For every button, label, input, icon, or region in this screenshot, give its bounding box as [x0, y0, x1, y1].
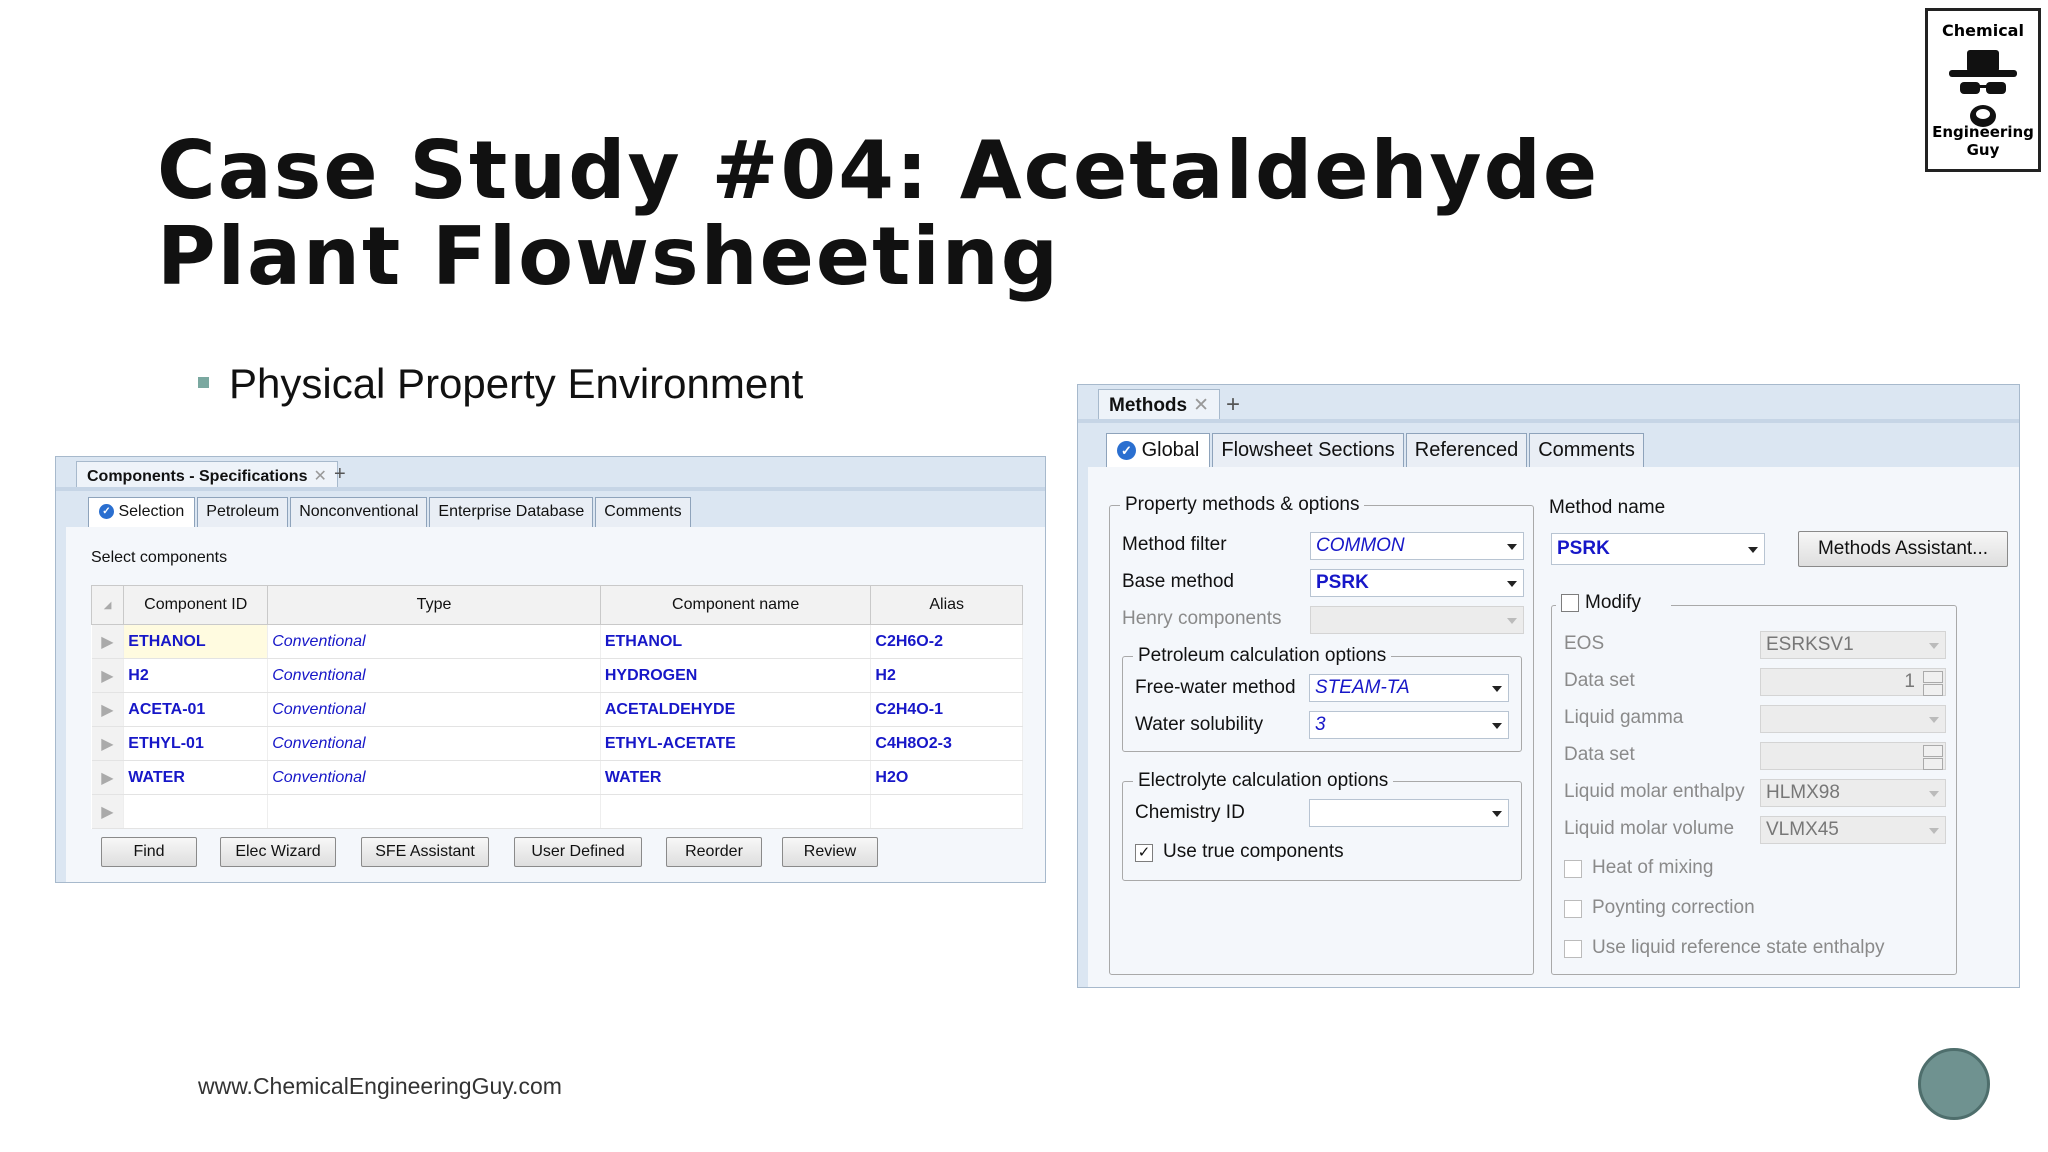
chevron-down-icon — [1492, 811, 1502, 817]
liquid-molar-enthalpy-label: Liquid molar enthalpy — [1564, 781, 1745, 802]
check-circle-icon: ✓ — [1117, 441, 1136, 460]
col-component-name[interactable]: Component name — [600, 586, 871, 625]
chevron-down-icon — [1929, 643, 1939, 649]
chevron-down-icon — [1507, 544, 1517, 550]
data-set-stepper[interactable]: 1 — [1760, 668, 1946, 696]
row-selector[interactable]: ▶ — [92, 727, 124, 761]
modify-group — [1551, 592, 1957, 975]
table-header — [92, 586, 1023, 625]
henry-components-label: Henry components — [1122, 608, 1282, 629]
components-tab-strip — [88, 497, 693, 527]
footer-url[interactable]: www.ChemicalEngineeringGuy.com — [198, 1073, 562, 1099]
find-button[interactable]: Find — [101, 837, 197, 867]
spin-buttons[interactable] — [1923, 745, 1943, 767]
free-water-label: Free-water method — [1135, 677, 1296, 698]
col-alias[interactable]: Alias — [871, 586, 1023, 625]
chevron-down-icon — [1929, 828, 1939, 834]
table-row-empty[interactable] — [92, 795, 1023, 829]
method-name-dropdown[interactable]: PSRK — [1551, 533, 1765, 565]
base-method-dropdown[interactable]: PSRK — [1310, 569, 1524, 597]
review-button[interactable]: Review — [782, 837, 878, 867]
tab-referenced[interactable]: Referenced — [1406, 433, 1527, 467]
spin-buttons[interactable] — [1923, 671, 1943, 693]
slide-number-badge — [1918, 1048, 1990, 1120]
tab-nonconventional[interactable]: Nonconventional — [290, 497, 427, 527]
bullet-item: Physical Property Environment — [198, 360, 803, 408]
use-true-components-label: Use true components — [1163, 841, 1344, 862]
methods-panel — [1077, 384, 2020, 988]
liquid-gamma-dropdown[interactable] — [1760, 705, 1946, 733]
tab-selection[interactable]: ✓ Selection — [88, 497, 195, 527]
row-selector[interactable]: ▶ — [92, 693, 124, 727]
chevron-down-icon — [1492, 723, 1502, 729]
liquid-reference-enthalpy-label: Use liquid reference state enthalpy — [1592, 937, 1885, 958]
table-row[interactable]: ▶ ETHYL-01 Conventional ETHYL-ACETATE C4H8O2-3 — [92, 727, 1023, 761]
add-tab-icon[interactable]: + — [1226, 391, 1241, 418]
slide-title: Case Study #04: Acetaldehyde Plant Flowsheeting — [157, 124, 1600, 303]
heat-of-mixing-checkbox[interactable] — [1564, 860, 1582, 878]
table-row[interactable]: ▶ ACETA-01 Conventional ACETALDEHYDE C2H4O-1 — [92, 693, 1023, 727]
tab-flowsheet-sections[interactable]: Flowsheet Sections — [1212, 433, 1403, 467]
chevron-down-icon — [1492, 686, 1502, 692]
liquid-gamma-label: Liquid gamma — [1564, 707, 1684, 728]
user-defined-button[interactable]: User Defined — [514, 837, 642, 867]
chevron-down-icon — [1507, 581, 1517, 587]
bullet-marker — [198, 377, 209, 388]
chevron-down-icon — [1507, 618, 1517, 624]
water-solubility-dropdown[interactable]: 3 — [1309, 711, 1509, 739]
reorder-button[interactable]: Reorder — [666, 837, 762, 867]
electrolyte-options-group: Electrolyte calculation options Chemistry ID ✓ Use true components — [1122, 781, 1522, 881]
row-selector[interactable]: ▶ — [92, 625, 124, 659]
poynting-correction-checkbox[interactable] — [1564, 900, 1582, 918]
sfe-assistant-button[interactable]: SFE Assistant — [361, 837, 489, 867]
brand-logo: Chemical Engineering Guy — [1925, 8, 2041, 172]
elec-wizard-button[interactable]: Elec Wizard — [220, 837, 336, 867]
eos-dropdown[interactable]: ESRKSV1 — [1760, 631, 1946, 659]
doc-tab-methods[interactable]: Methods ✕ — [1098, 389, 1220, 419]
poynting-correction-label: Poynting correction — [1592, 897, 1755, 918]
add-tab-icon[interactable]: + — [334, 463, 346, 485]
close-icon[interactable]: ✕ — [1193, 395, 1210, 416]
hat-glasses-icon — [1943, 44, 2023, 134]
methods-content — [1088, 467, 2020, 988]
components-panel — [55, 456, 1046, 883]
col-component-id[interactable]: Component ID — [124, 586, 268, 625]
tab-comments[interactable]: Comments — [1529, 433, 1644, 467]
close-icon[interactable]: ✕ — [313, 468, 327, 485]
chemistry-id-dropdown[interactable] — [1309, 799, 1509, 827]
liquid-molar-volume-dropdown[interactable]: VLMX45 — [1760, 816, 1946, 844]
method-filter-dropdown[interactable]: COMMON — [1310, 532, 1524, 560]
col-type[interactable]: Type — [268, 586, 601, 625]
components-content — [66, 527, 1046, 883]
water-solubility-label: Water solubility — [1135, 714, 1264, 735]
table-row[interactable]: ▶ ETHANOL Conventional ETHANOL C2H6O-2 — [92, 625, 1023, 659]
table-row[interactable]: ▶ WATER Conventional WATER H2O — [92, 761, 1023, 795]
eos-label: EOS — [1564, 633, 1605, 654]
tab-petroleum[interactable]: Petroleum — [197, 497, 288, 527]
tab-global[interactable]: ✓ Global — [1106, 433, 1210, 467]
method-name-label: Method name — [1549, 497, 1666, 518]
table-row[interactable]: ▶ H2 Conventional HYDROGEN H2 — [92, 659, 1023, 693]
base-method-label: Base method — [1122, 571, 1234, 592]
chevron-down-icon — [1929, 791, 1939, 797]
property-methods-group: Property methods & options Method filter COMMON Base method PSRK Henry components Petroleum calculation options Free-water method STEAM-TA Water solubility 3 Electrolyte calculation options Chemistry ID ✓ Use true components — [1109, 505, 1534, 975]
modify-legend: Modify — [1556, 592, 1671, 614]
doc-tab-components[interactable]: Components - Specifications ✕ — [76, 461, 338, 487]
tab-enterprise-database[interactable]: Enterprise Database — [429, 497, 593, 527]
liquid-molar-enthalpy-dropdown[interactable]: HLMX98 — [1760, 779, 1946, 807]
row-selector[interactable]: ▶ — [92, 795, 124, 829]
henry-components-dropdown[interactable] — [1310, 606, 1524, 634]
data-set-label: Data set — [1564, 670, 1635, 691]
liquid-molar-volume-label: Liquid molar volume — [1564, 818, 1735, 839]
data-set-2-label: Data set — [1564, 744, 1635, 765]
chemistry-id-label: Chemistry ID — [1135, 802, 1245, 823]
heat-of-mixing-label: Heat of mixing — [1592, 857, 1714, 878]
method-filter-label: Method filter — [1122, 534, 1227, 555]
liquid-reference-enthalpy-checkbox[interactable] — [1564, 940, 1582, 958]
components-table — [91, 585, 1023, 829]
select-components-label: Select components — [91, 549, 228, 566]
chevron-down-icon — [1929, 717, 1939, 723]
methods-tab-strip — [1106, 433, 1646, 467]
row-selector[interactable]: ▶ — [92, 659, 124, 693]
check-circle-icon: ✓ — [99, 504, 114, 519]
methods-assistant-button[interactable]: Methods Assistant... — [1798, 531, 2008, 567]
row-selector[interactable]: ▶ — [92, 761, 124, 795]
free-water-dropdown[interactable]: STEAM-TA — [1309, 674, 1509, 702]
use-true-components-checkbox[interactable]: ✓ — [1135, 844, 1153, 862]
tab-comments[interactable]: Comments — [595, 497, 690, 527]
modify-checkbox[interactable] — [1561, 594, 1579, 612]
data-set-2-stepper[interactable] — [1760, 742, 1946, 770]
select-all-corner[interactable]: ◢ — [92, 586, 124, 625]
chevron-down-icon — [1748, 547, 1758, 553]
petroleum-options-group: Petroleum calculation options Free-water method STEAM-TA Water solubility 3 — [1122, 656, 1522, 752]
